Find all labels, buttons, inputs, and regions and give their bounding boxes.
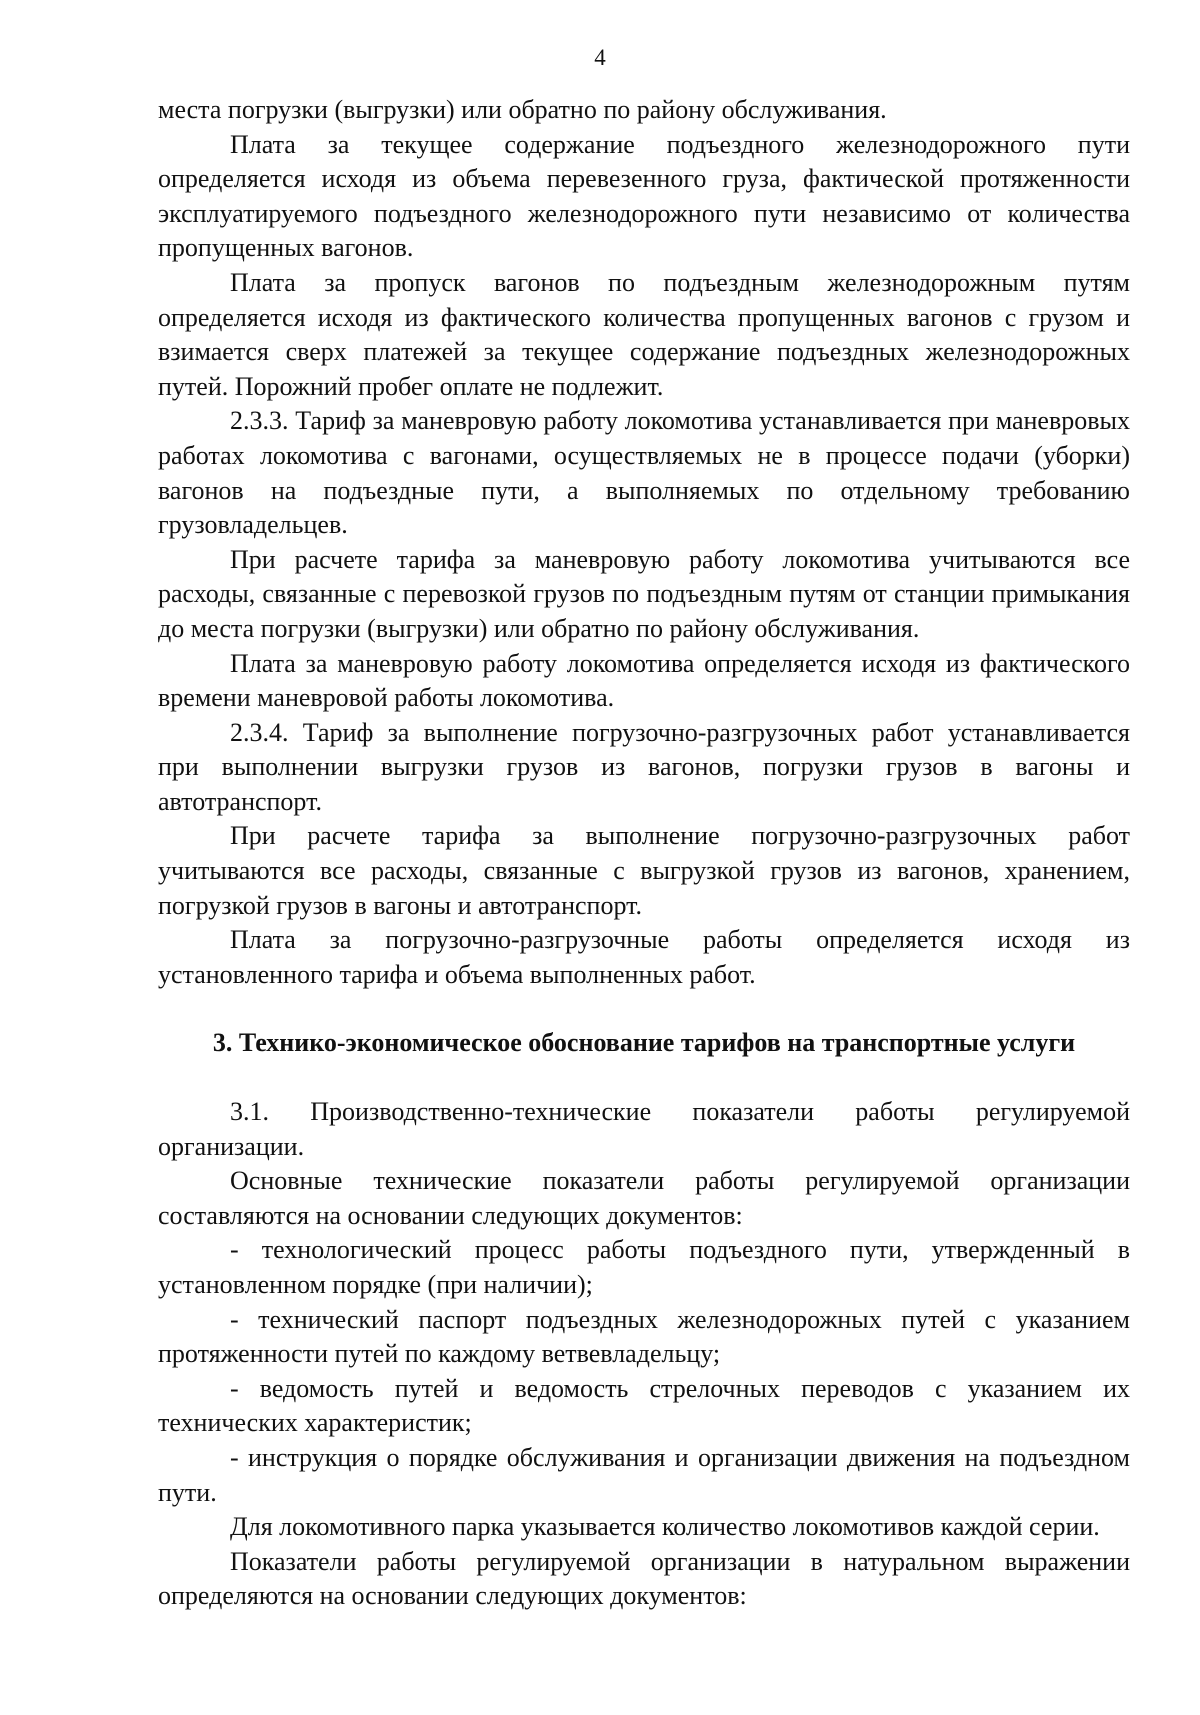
list-item: - технический паспорт подъездных железнодорожных путей с указанием протяженности путей по каждому ветвевладельцу; [158,1304,1130,1369]
list-item: - инструкция о порядке обслуживания и организации движения на подъездном пути. [158,1442,1130,1507]
paragraph: 2.3.3. Тариф за маневровую работу локомотива устанавливается при маневровых работах локомотива с вагонами, осуществляемых не в процессе подачи (уборки) вагонов на подъездные пути, а выполняемых по отдельному требованию грузовладельцев. [158,406,1130,540]
list-item: - ведомость путей и ведомость стрелочных переводов с указанием их технических характеристик; [158,1373,1130,1438]
section-heading: 3. Технико-экономическое обоснование тарифов на транспортные услуги [212,1028,1076,1058]
paragraph: При расчете тарифа за маневровую работу локомотива учитываются все расходы, связанные с перевозкой грузов по подъездным путям от станции примыкания до места погрузки (выгрузки) или обратно по району обслуживания. [158,544,1130,643]
paragraph: Основные технические показатели работы регулируемой организации составляются на основании следующих документов: [158,1166,1130,1230]
paragraphs-top [158,93,1130,992]
paragraph: места погрузки (выгрузки) или обратно по району обслуживания. [158,95,887,124]
document-body [158,93,1130,1614]
paragraph: Плата за пропуск вагонов по подъездным железнодорожным путям определяется исходя из фактического количества пропущенных вагонов с грузом и взимается сверх платежей за текущее содержание подъездных железнодорожных путей. Порожний пробег оплате не подлежит. [158,267,1130,401]
paragraph: Плата за текущее содержание подъездного железнодорожного пути определяется исходя из объема перевезенного груза, фактической протяженности эксплуатируемого подъездного железнодорожного пути независимо от количества пропущенных вагонов. [158,129,1130,263]
page-number: 4 [594,45,606,70]
paragraph: Показатели работы регулируемой организации в натуральном выражении определяются на основании следующих документов: [158,1546,1130,1611]
paragraph: При расчете тарифа за выполнение погрузочно-разгрузочных работ учитываются все расходы, связанные с выгрузкой грузов из вагонов, хранением, погрузкой грузов в вагоны и автотранспорт. [158,821,1130,920]
paragraph: Плата за маневровую работу локомотива определяется исходя из фактического времени маневровой работы локомотива. [158,648,1130,713]
paragraph: 3.1. Производственно-технические показатели работы регулируемой организации. [158,1097,1130,1161]
paragraph: Для локомотивного парка указывается количество локомотивов каждой серии. [230,1512,1100,1542]
list-item: - технологический процесс работы подъездного пути, утвержденный в установленном порядке (при наличии); [158,1235,1130,1299]
paragraphs-bottom [158,1095,1130,1614]
paragraph: Плата за погрузочно-разгрузочные работы определяется исходя из установленного тарифа и объема выполненных работ. [158,925,1130,989]
paragraph: 2.3.4. Тариф за выполнение погрузочно-разгрузочных работ устанавливается при выполнении выгрузки грузов из вагонов, погрузки грузов в вагоны и автотранспорт. [158,717,1130,816]
